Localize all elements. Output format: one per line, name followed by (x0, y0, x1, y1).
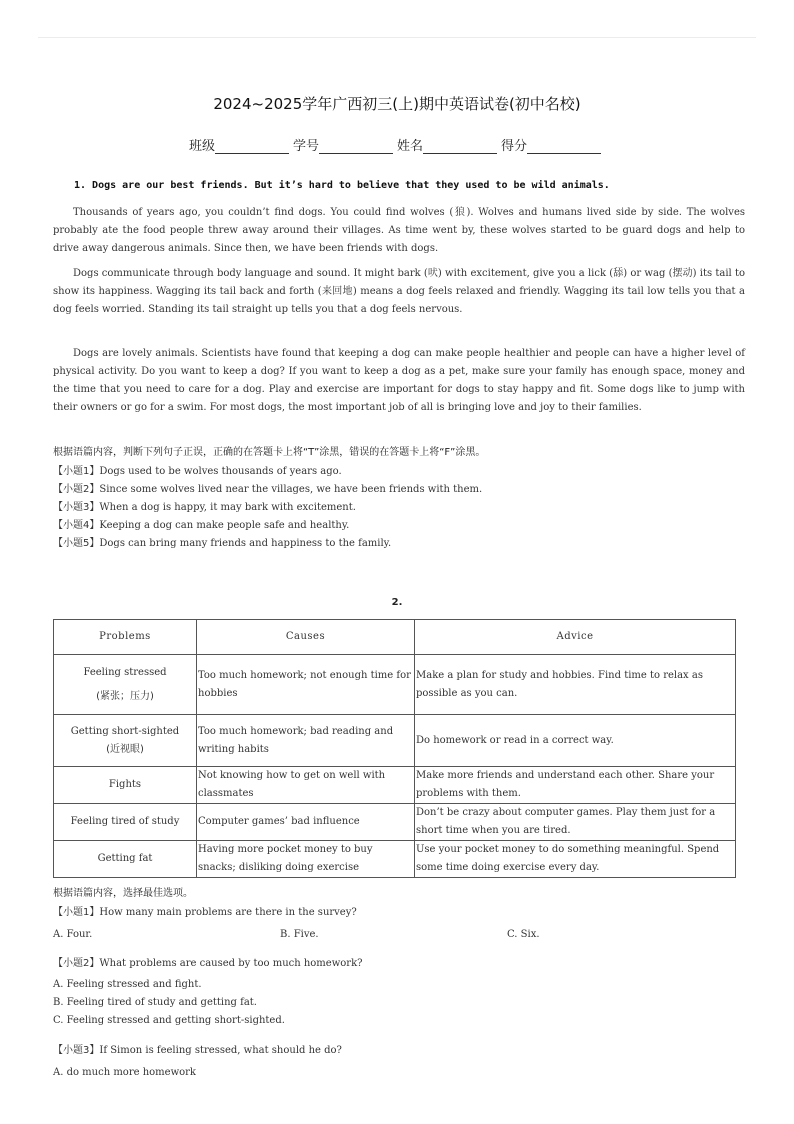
sub-question-text: Keeping a dog can make people safe and healthy. (99, 520, 350, 531)
score-blank (527, 140, 601, 154)
survey-table (53, 619, 736, 878)
class-label: 班级 (188, 139, 215, 154)
advice-cell: Do homework or read in a correct way. (415, 715, 736, 767)
problem-cell (54, 767, 197, 804)
table-row (54, 715, 736, 767)
column-header-problems: Problems (54, 620, 197, 655)
name-label: 姓名 (397, 139, 424, 154)
problem-note: (紧张；压力) (96, 690, 154, 702)
name-blank (423, 140, 497, 154)
sub-question (53, 534, 391, 549)
sub-question-text: Dogs used to be wolves thousands of years ago. (99, 466, 342, 477)
student-number-label: 学号 (292, 139, 319, 154)
advice-cell: Make more friends and understand each other. Share your problems with them. (415, 767, 736, 804)
cause-cell: Having more pocket money to buy snacks; disliking doing exercise (197, 841, 415, 878)
question-2-number: 2. (391, 597, 403, 608)
sub-question-text: If Simon is feeling stressed, what should he do? (99, 1045, 342, 1056)
sub-question-text: What problems are caused by too much homework? (99, 958, 363, 969)
problem-cell (54, 655, 197, 715)
sub-question (53, 954, 363, 969)
top-divider (38, 37, 756, 38)
problem-cell (54, 715, 197, 767)
sub-question-tag: 【小题3】 (53, 502, 100, 513)
column-header-advice: Advice (415, 620, 736, 655)
advice-cell: Don’t be crazy about computer games. Play them just for a short time when you are tired. (415, 804, 736, 841)
passage-paragraph: Dogs are lovely animals. Scientists have found that keeping a dog can make people healthier and people can have a higher level of physical activity. Do you want to keep a dog? If you want to keep a dog as a pet, make sure your family has enough space, money and the time that you need to care for a dog. Play and exercise are important for dogs to stay happy and fit. Some dogs like to jump with their owners or go for a swim. For most dogs, the most important job of all is bringing love and joy to their families. (53, 348, 745, 413)
question-2-instruction: 根据语篇内容，选择最佳选项。 (53, 888, 193, 899)
table-row (54, 655, 736, 715)
option-b[interactable]: B. Five. (280, 929, 319, 940)
problem-text: Feeling stressed (83, 666, 167, 678)
cause-cell: Not knowing how to get on well with classmates (197, 767, 415, 804)
problem-text: Feeling tired of study (70, 816, 180, 827)
class-blank (215, 140, 289, 154)
sub-question-tag: 【小题5】 (53, 538, 100, 549)
student-info-line (0, 135, 794, 154)
advice-cell: Use your pocket money to do something meaningful. Spend some time doing exercise every day. (415, 841, 736, 878)
sub-question-text: Dogs can bring many friends and happiness to the family. (99, 538, 392, 549)
sub-question-tag: 【小题2】 (53, 958, 100, 969)
option-b[interactable]: B. Feeling tired of study and getting fat. (53, 997, 257, 1008)
sub-question-text: How many main problems are there in the survey? (99, 907, 357, 918)
sub-question-text: When a dog is happy, it may bark with excitement. (99, 502, 356, 513)
advice-cell: Make a plan for study and hobbies. Find time to relax as possible as you can. (415, 655, 736, 715)
table-row (54, 767, 736, 804)
sub-question-text: Since some wolves lived near the villages, we have been friends with them. (99, 484, 483, 495)
passage-paragraph: Thousands of years ago, you couldn’t find dogs. You could find wolves (狼). Wolves and humans lived side by side. The wolves probably ate the food people threw away around their villages. As time went by, these wolves started to be guard dogs and help to drive away dangerous animals. Since then, we have been friends with dogs. (53, 207, 745, 254)
cause-cell: Too much homework; bad reading and writing habits (197, 715, 415, 767)
sub-question-tag: 【小题2】 (53, 484, 100, 495)
option-a[interactable]: A. Four. (53, 929, 93, 940)
table-row (54, 804, 736, 841)
question-1-heading: 1. Dogs are our best friends. But it’s hard to believe that they used to be wild animals. (74, 180, 610, 191)
problem-text: Getting short-sighted (70, 725, 180, 737)
sub-question (53, 462, 342, 477)
sub-question-tag: 【小题4】 (53, 520, 100, 531)
problem-cell (54, 841, 197, 878)
option-a[interactable]: A. do much more homework (53, 1067, 196, 1078)
problem-note: (近视眼) (106, 743, 144, 755)
problem-text: Fights (108, 779, 142, 790)
sub-question (53, 903, 357, 918)
column-header-causes: Causes (197, 620, 415, 655)
sub-question (53, 498, 356, 513)
sub-question (53, 1041, 342, 1056)
passage-paragraph: Dogs communicate through body language and sound. It might bark (吠) with excitement, give you a lick (舔) or wag (摆动) its tail to show its happiness. Wagging its tail back and forth (来回地) means a dog feels relaxed and friendly. Wagging its tail low tells you that a dog feels worried. Standing its tail straight up tells you that a dog feels nervous. (53, 268, 745, 315)
option-c[interactable]: C. Six. (507, 929, 540, 940)
problem-cell (54, 804, 197, 841)
option-c[interactable]: C. Feeling stressed and getting short-sighted. (53, 1015, 285, 1026)
score-label: 得分 (501, 139, 528, 154)
table-header-row (54, 620, 736, 655)
sub-question (53, 480, 482, 495)
sub-question-tag: 【小题1】 (53, 466, 100, 477)
sub-question-tag: 【小题1】 (53, 907, 100, 918)
exam-title: 2024~2025学年广西初三(上)期中英语试卷(初中名校) (213, 95, 581, 113)
cause-cell: Computer games’ bad influence (197, 804, 415, 841)
question-1-instruction: 根据语篇内容，判断下列句子正误，正确的在答题卡上将“T”涂黑，错误的在答题卡上将“F”涂黑。 (53, 447, 486, 458)
student-number-blank (319, 140, 393, 154)
sub-question (53, 516, 349, 531)
sub-question-tag: 【小题3】 (53, 1045, 100, 1056)
option-a[interactable]: A. Feeling stressed and fight. (53, 979, 202, 990)
table-row (54, 841, 736, 878)
problem-text: Getting fat (97, 853, 153, 864)
cause-cell: Too much homework; not enough time for hobbies (197, 655, 415, 715)
